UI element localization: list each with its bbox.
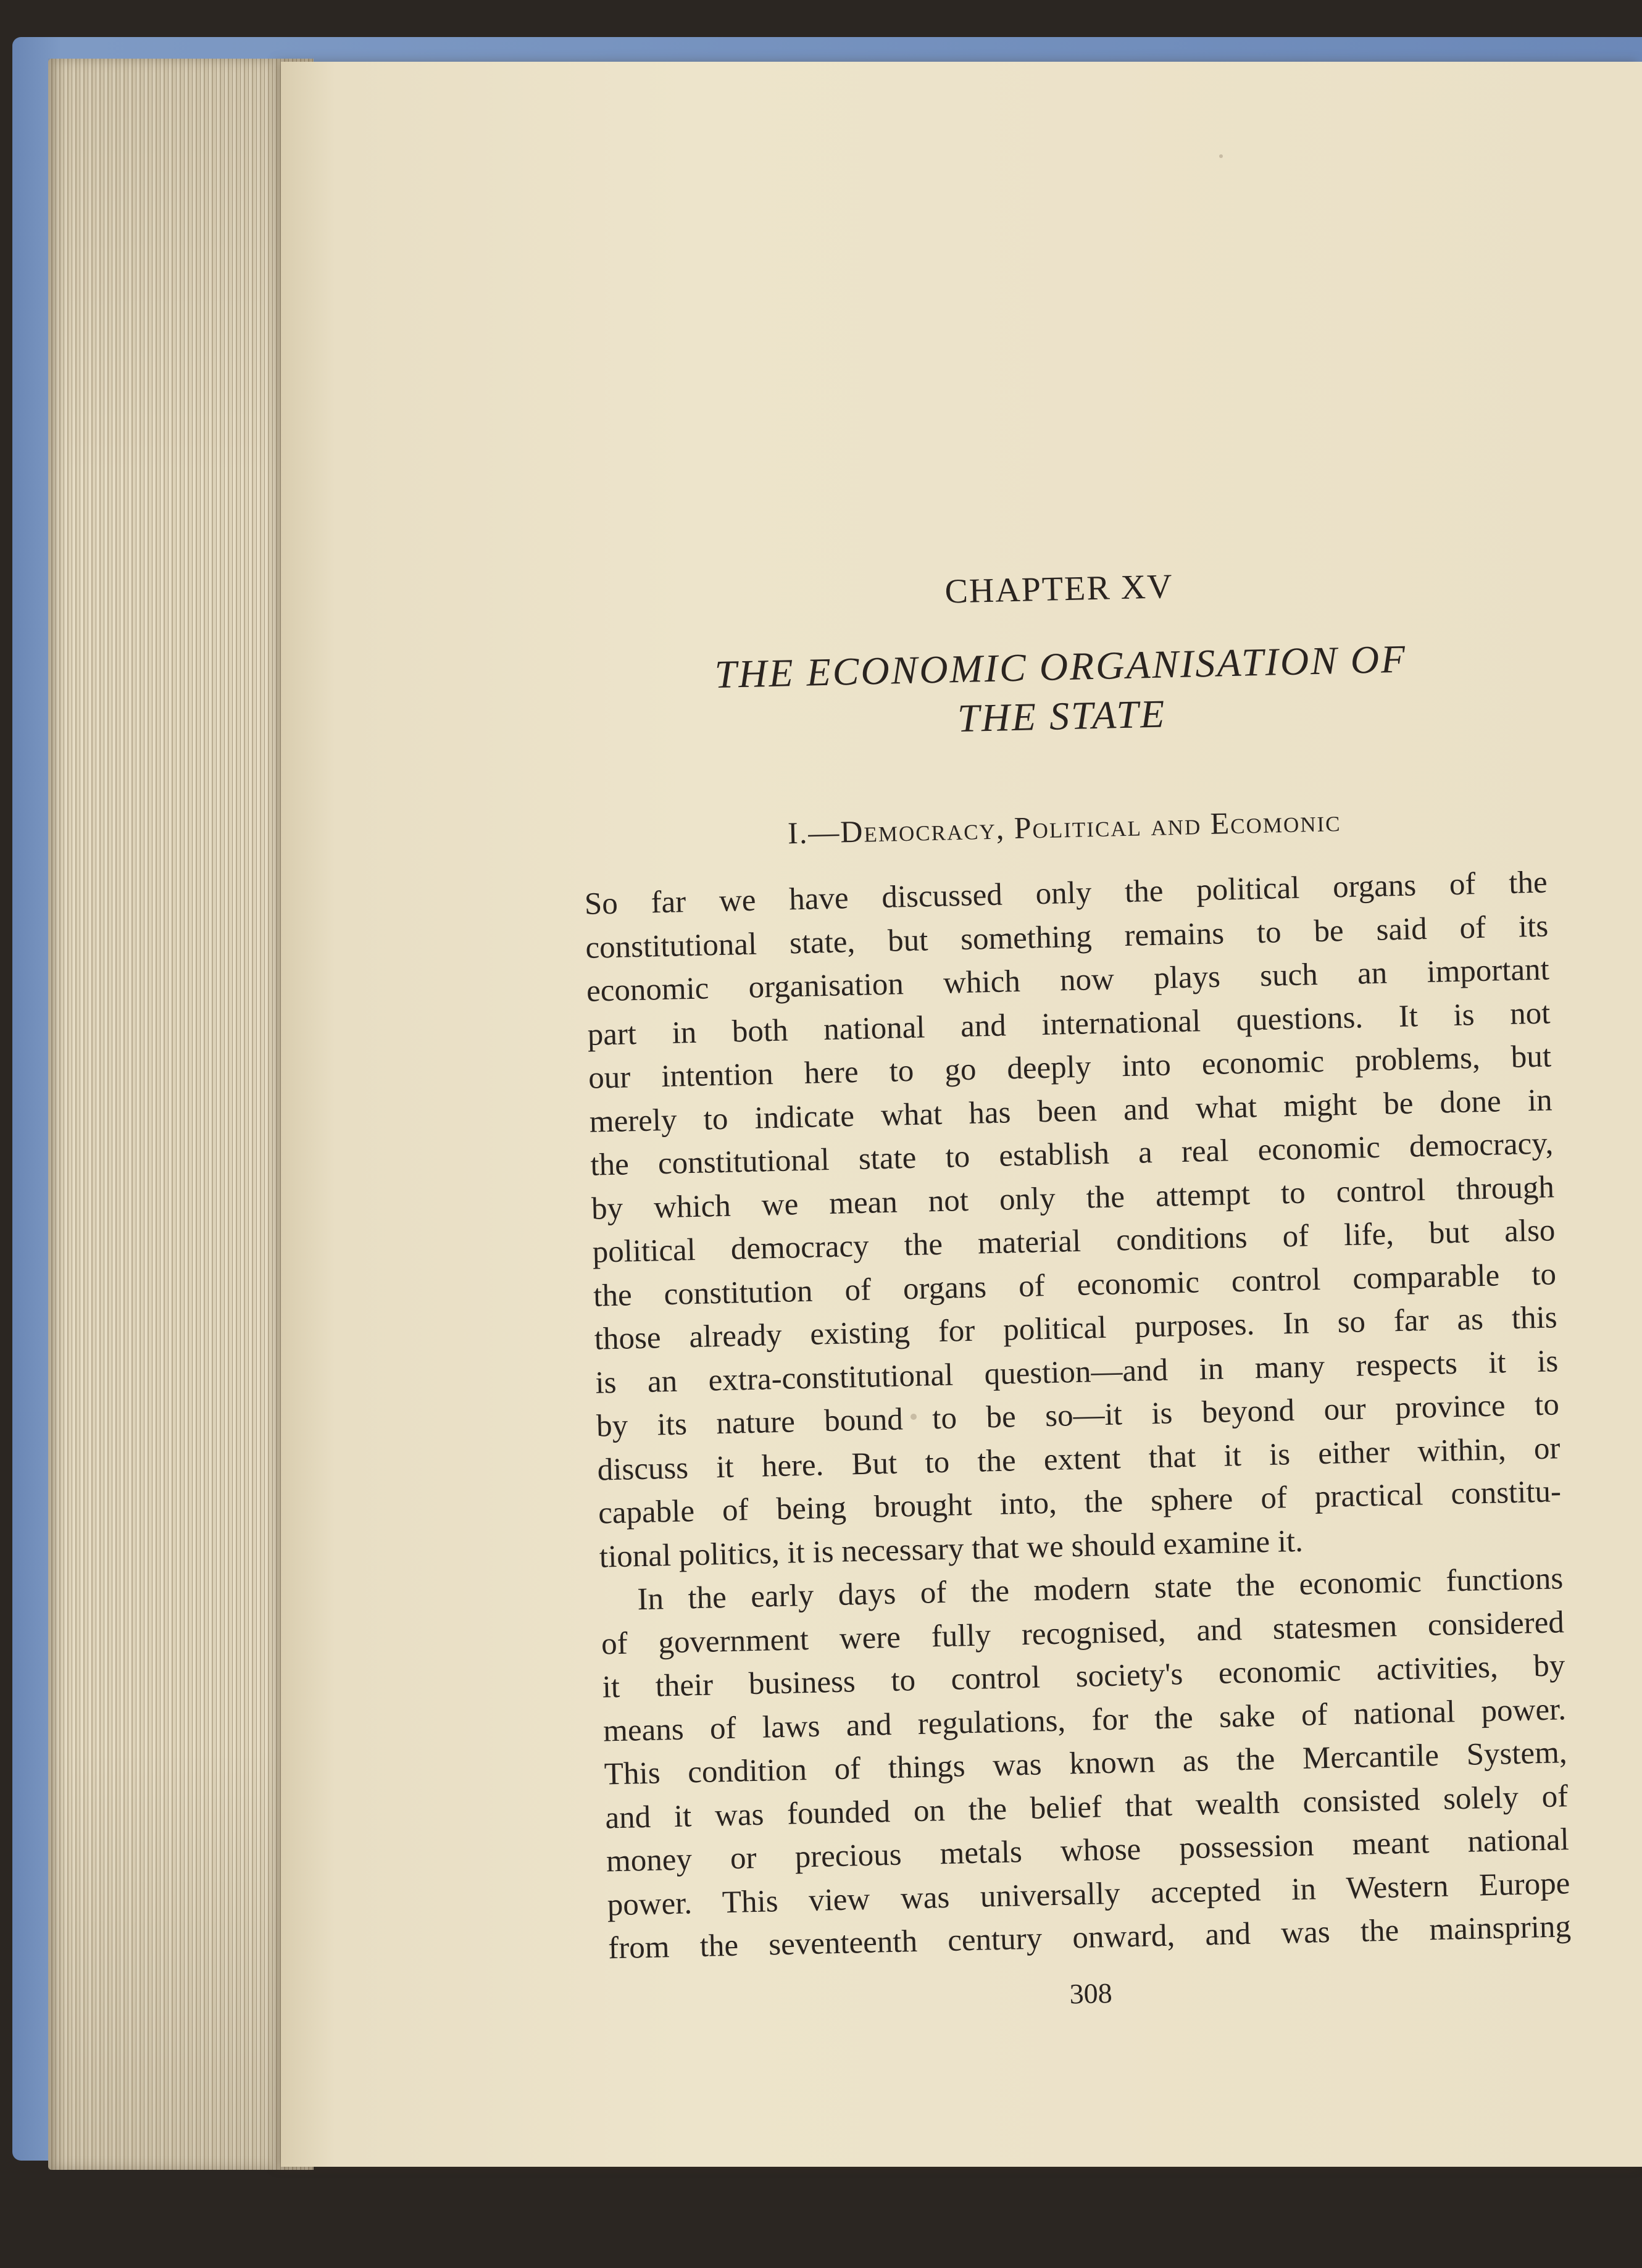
text-line: of government were fully recognised, and statesmen considered xyxy=(601,1604,1565,1662)
text-line: by its nature bound to be so—it is beyond our province to xyxy=(596,1387,1560,1444)
text-line: tional politics, it is necessary that we should examine it. xyxy=(599,1524,1304,1575)
paragraph-1 xyxy=(584,861,1562,1578)
text-line: our intention here to go deeply into economic problems, but xyxy=(588,1039,1552,1096)
page-edges xyxy=(48,59,314,2170)
text-line: part in both national and international questions. It is not xyxy=(587,995,1551,1053)
text-line: those already existing for political purposes. In so far as this xyxy=(594,1300,1558,1357)
text-line: means of laws and regulations, for the sake of national power. xyxy=(602,1691,1567,1749)
text-line: and it was founded on the belief that wealth consisted solely of xyxy=(604,1778,1569,1835)
text-line: political democracy the material conditions of life, but also xyxy=(592,1213,1556,1270)
text-line: is an extra-constitutional question—and in many respects it is xyxy=(594,1343,1559,1401)
paragraph-2 xyxy=(600,1557,1572,1970)
chapter-title-line: THE STATE xyxy=(957,691,1167,741)
text-line: This condition of things was known as the Mercantile System, xyxy=(604,1735,1568,1792)
book-page xyxy=(281,62,1642,2167)
text-line: economic organisation which now plays such an important xyxy=(586,952,1550,1009)
text-line: the constitution of organs of economic control comparable to xyxy=(593,1256,1557,1314)
text-line: discuss it here. But to the extent that it is either within, or xyxy=(597,1430,1561,1488)
page-text-block xyxy=(577,559,1573,2020)
section-heading: I.—Democracy, Political and Ecomonic xyxy=(787,803,1341,851)
text-line: merely to indicate what has been and what might be done in xyxy=(589,1082,1553,1140)
text-line: So far we have discussed only the political organs of the xyxy=(584,865,1548,922)
text-line: it their business to control society's economic activities, by xyxy=(602,1648,1565,1705)
text-line: the constitutional state to establish a real economic democracy, xyxy=(590,1126,1554,1183)
text-line: In the early days of the modern state the economic functions xyxy=(636,1561,1564,1617)
text-line: power. This view was universally accepted in Western Europe xyxy=(607,1866,1570,1922)
chapter-number: CHAPTER XV xyxy=(944,567,1174,611)
page-number: 308 xyxy=(1069,1977,1113,2009)
text-line: constitutional state, but something remains to be said of its xyxy=(585,908,1549,965)
text-line: from the seventeenth century onward, and was the mainspring xyxy=(607,1909,1572,1966)
chapter-title xyxy=(579,632,1544,752)
chapter-title-line: THE ECONOMIC ORGANISATION OF xyxy=(714,636,1407,696)
text-line: money or precious metals whose possession meant national xyxy=(606,1822,1570,1879)
text-line: capable of being brought into, the sphere of practical constitu- xyxy=(598,1474,1562,1531)
paper-speck xyxy=(1219,154,1223,158)
text-line: by which we mean not only the attempt to control through xyxy=(591,1169,1555,1227)
